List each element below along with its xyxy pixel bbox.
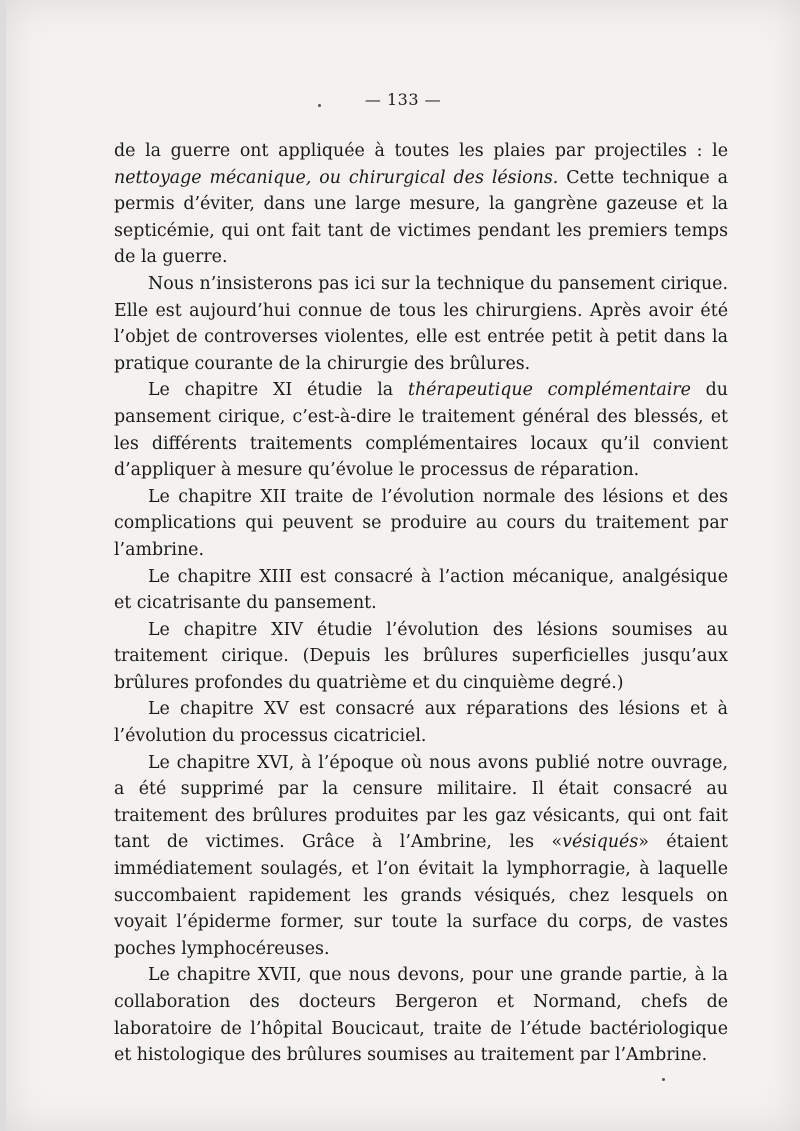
paragraph-2: Nous n’insisterons pas ici sur la technique du pansement cirique. Elle est aujourd’hui connue de tous les chirurgiens. Après avoir été l’objet de controverses violentes, elle est entrée petit à petit dans la pratique courante de la chirurgie des brûlures. (114, 273, 728, 374)
paragraph-6: Le chapitre XIV étudie l’évolution des lésions soumises au traitement cirique. (Depuis les brûlures superficielles jusqu’aux brûlures profondes du quatrième et du cinquième degré.) (114, 619, 728, 693)
body-text (114, 138, 728, 1069)
italic-phrase: vésiqués (562, 832, 639, 853)
paper-speck (662, 1078, 665, 1081)
italic-phrase: thérapeutique complémentaire (407, 380, 691, 401)
paragraph-1: de la guerre ont appliquée à toutes les plaies par projectiles : le nettoyage mécanique, ou chirurgical des lésions. Cette technique a permis d’éviter, dans une large mesure, la gangrène gazeuse et la septicémie, qui ont fait tant de victimes pendant les premiers temps de la guerre. (114, 141, 728, 268)
paragraph-5: Le chapitre XIII est consacré à l’action mécanique, analgésique et cicatrisante du pansement. (114, 566, 728, 614)
page-number: — 133 — (364, 90, 442, 109)
italic-phrase: nettoyage mécanique, ou chirurgical des lésions. (114, 167, 559, 188)
paragraph-3: Le chapitre XI étudie la thérapeutique complémentaire du pansement cirique, c’est-à-dire le traitement général des blessés, et les différents traitements complémentaires locaux qu’il convient d’appliquer à mesure qu’évolue le processus de réparation. (114, 380, 728, 481)
paragraph-4: Le chapitre XII traite de l’évolution normale des lésions et des complications qui peuvent se produire au cours du traitement par l’ambrine. (114, 486, 728, 560)
paragraph-8: Le chapitre XVI, à l’époque où nous avons publié notre ouvrage, a été supprimé par la censure militaire. Il était consacré au traitement des brûlures produites par les gaz vésicants, qui ont fait tant de victimes. Grâce à l’Ambrine, les «vésiqués» étaient immédiatement soulagés, et l’on évitait la lymphorragie, à laquelle succombaient rapidement les grands vésiqués, chez lesquels on voyait l’épiderme former, sur toute la surface du corps, de vastes poches lymphocéreuses. (114, 752, 728, 959)
book-page (6, 0, 800, 1131)
paper-speck (318, 104, 321, 107)
paragraph-7: Le chapitre XV est consacré aux réparations des lésions et à l’évolution du processus cicatriciel. (114, 699, 728, 747)
paragraph-9: Le chapitre XVII, que nous devons, pour une grande partie, à la collaboration des docteurs Bergeron et Normand, chefs de laboratoire de l’hôpital Boucicaut, traite de l’étude bactériologique et histologique des brûlures soumises au traitement par l’Ambrine. (114, 965, 728, 1066)
